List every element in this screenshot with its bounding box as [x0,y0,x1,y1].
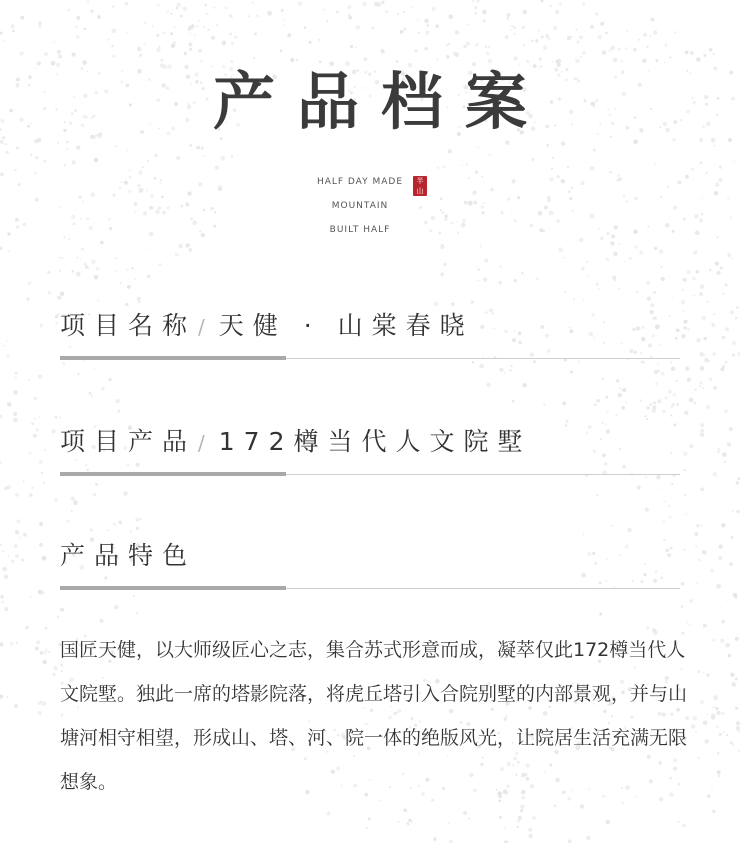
field-project-product [60,426,680,459]
field-row [60,426,680,459]
field-project-name [60,310,680,343]
field-row [60,540,680,572]
field-label: 项目名称 [60,311,197,340]
divider-accent [60,356,286,360]
page-title: 产品档案 [212,65,549,138]
tagline [290,170,430,242]
field-value: 天健 · 山棠春晓 [218,311,474,340]
field-label: 产品特色 [60,541,197,570]
tagline-line-1: HALF DAY MADE [316,177,404,187]
divider-accent [60,586,286,590]
tagline-line-3: BUILT HALF [329,225,391,235]
tagline-line-2: MOUNTAIN [331,201,389,211]
field-label: 项目产品 [60,427,197,456]
field-separator: / [198,431,205,455]
divider-accent [60,472,286,476]
product-description: 国匠天健，以大师级匠心之志，集合苏式形意而成，凝萃仅此172樽当代人文院墅。独此一席的塔影院落，将虎丘塔引入合院别墅的内部景观，并与山塘河相守相望，形成山、塔、河、院一体的绝版风光，让院居生活充满无限想象。 [60,639,688,793]
field-separator: / [198,315,205,339]
field-row [60,310,680,343]
field-product-features [60,540,680,572]
field-value: 172樽当代人文院墅 [218,427,532,456]
red-seal-stamp: 半 山 [413,176,427,196]
